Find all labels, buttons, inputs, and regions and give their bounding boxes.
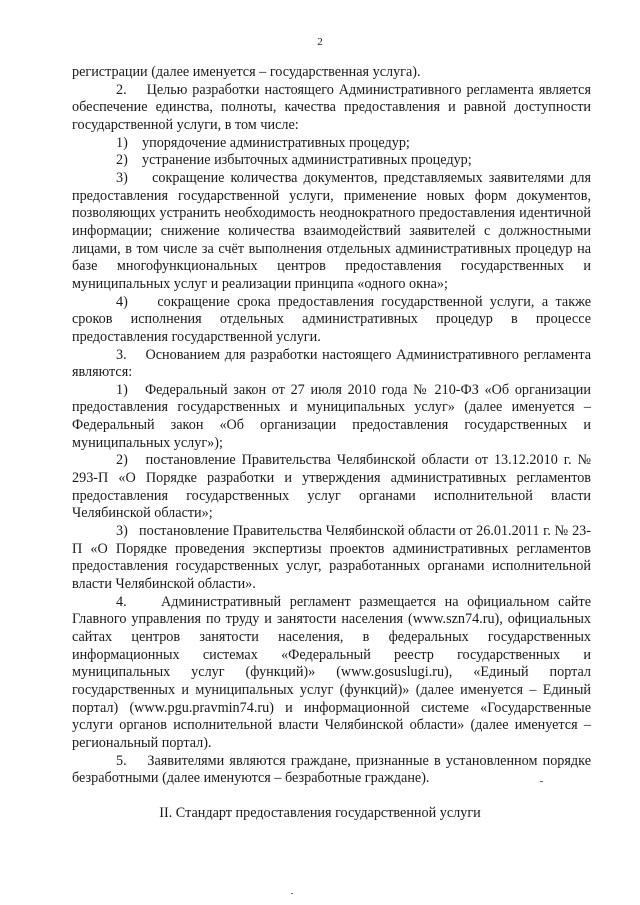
paragraph-item-2: 2. Целью разработки настоящего Административного регламента является обеспечение единства, полноты, качества предоставления и равной доступности государственной услуги, в том числе:: [72, 81, 591, 133]
paragraph-subitem-3-2: 2) постановление Правительства Челябинской области от 13.12.2010 г. № 293-П «О Порядке разработки и утверждения административных регламентов предоставления государственных услуг органами исполнительной власти Челябинской области»;: [72, 452, 591, 522]
paragraph-subitem-2-1: 1) упорядочение административных процедур;: [116, 134, 410, 151]
paragraph-subitem-2-2: 2) устранение избыточных административных процедур;: [116, 152, 472, 169]
document-body: [72, 64, 591, 788]
paragraph-subitem-3-3: 3) постановление Правительства Челябинской области от 26.01.2011 г. № 23-П «О Порядке проведения экспертизы проектов административных регламентов предоставления государственных услуг, разработанных органами исполнительной власти Челябинской области».: [72, 523, 591, 593]
scan-speck: [291, 893, 293, 894]
paragraph-item-3: 3. Основанием для разработки настоящего Административного регламента являются:: [72, 346, 591, 381]
paragraph-subitem-2-4: 4) сокращение срока предоставления государственной услуги, а также сроков исполнения отдельных административных процедур в процессе предоставления государственной услуги.: [72, 293, 591, 345]
paragraph-item-4: 4. Административный регламент размещается на официальном сайте Главного управления по труду и занятости населения (www.szn74.ru), официальных сайтах центров занятости населения, в федеральных государственных информационных системах «Федеральный реестр государственных и муниципальных услуг (функций)» (www.gosuslugi.ru), «Единый портал государственных и муниципальных услуг (функций)» (далее именуется – Единый портал) (www.pgu.pravmin74.ru) и информационной системе «Государственные услуги органов исполнительной власти Челябинской области» (далее именуется – региональный портал).: [72, 593, 591, 751]
paragraph-subitem-2-3: 3) сокращение количества документов, представляемых заявителями для предоставления государственной услуги, применение новых форм документов, позволяющих устранить необходимость неоднократного предоставления идентичной информации; снижение количества взаимодействий заявителей с должностными лицами, в том числе за счёт выполнения отдельных административных процедур на базе многофункциональных центров предоставления государственных и муниципальных услуг и реализации принципа «одного окна»;: [72, 169, 591, 292]
page-number: 2: [317, 36, 323, 48]
scan-speck: [540, 781, 543, 782]
paragraph-continuation: регистрации (далее именуется – государственная услуга).: [72, 64, 421, 80]
section-title: II. Стандарт предоставления государственной услуги: [159, 805, 481, 821]
paragraph-subitem-3-1: 1) Федеральный закон от 27 июля 2010 года № 210-ФЗ «Об организации предоставления государственных и муниципальных услуг» (далее именуется – Федеральный закон «Об организации предоставления государственных и муниципальных услуг»);: [72, 381, 591, 451]
paragraph-item-5: 5. Заявителями являются граждане, признанные в установленном порядке безработными (далее именуются – безработные граждане).: [72, 752, 591, 787]
